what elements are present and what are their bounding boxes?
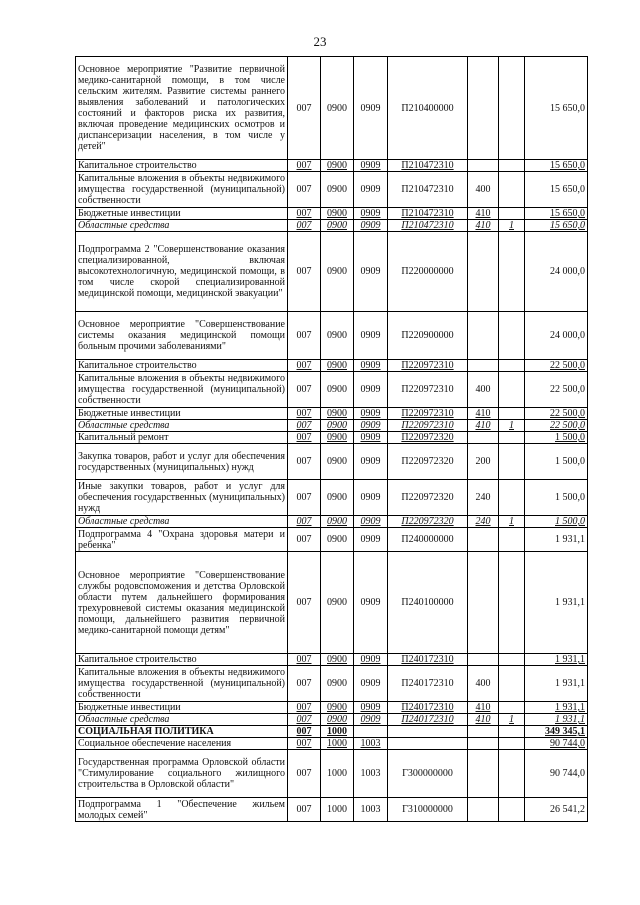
col-amount: 1 500,0 xyxy=(525,480,588,516)
col-subsection: 0909 xyxy=(354,57,388,160)
col-amount: 1 500,0 xyxy=(525,444,588,480)
col-section: 0900 xyxy=(321,654,354,666)
col-amount: 1 500,0 xyxy=(525,516,588,528)
col-section: 0900 xyxy=(321,420,354,432)
col-source xyxy=(499,480,525,516)
col-section: 0900 xyxy=(321,408,354,420)
col-amount: 24 000,0 xyxy=(525,232,588,312)
col-target: П210472310 xyxy=(388,208,468,220)
col-target: П240000000 xyxy=(388,528,468,552)
col-source xyxy=(499,750,525,798)
col-source xyxy=(499,372,525,408)
col-source xyxy=(499,408,525,420)
col-section: 0900 xyxy=(321,552,354,654)
col-expense-type: 410 xyxy=(468,702,499,714)
col-grbs: 007 xyxy=(288,57,321,160)
col-expense-type: 410 xyxy=(468,420,499,432)
col-source xyxy=(499,702,525,714)
col-section: 0900 xyxy=(321,480,354,516)
col-expense-type xyxy=(468,232,499,312)
col-section: 1000 xyxy=(321,750,354,798)
col-grbs: 007 xyxy=(288,654,321,666)
col-subsection: 1003 xyxy=(354,798,388,822)
col-source xyxy=(499,312,525,360)
col-expense-type xyxy=(468,360,499,372)
row-name: Государственная программа Орловской области "Стимулирование социального жилищного строительства в Орловской области" xyxy=(76,750,288,798)
col-subsection: 0909 xyxy=(354,714,388,726)
row-name: Подпрограмма 2 "Совершенствование оказания специализированной, включая высокотехнологичную, медицинской помощи, в том числе скорой специализированной медицинской помощи, медицинской эвакуации" xyxy=(76,232,288,312)
col-target: П240172310 xyxy=(388,714,468,726)
col-expense-type xyxy=(468,160,499,172)
col-amount: 22 500,0 xyxy=(525,420,588,432)
col-section: 0900 xyxy=(321,666,354,702)
row-name: Областные средства xyxy=(76,420,288,432)
col-amount: 26 541,2 xyxy=(525,798,588,822)
col-source: 1 xyxy=(499,220,525,232)
col-expense-type xyxy=(468,654,499,666)
col-expense-type: 410 xyxy=(468,220,499,232)
col-grbs: 007 xyxy=(288,750,321,798)
col-source xyxy=(499,528,525,552)
row-name: Основное мероприятие "Совершенствование системы оказания медицинской помощи больным прочими заболеваниями" xyxy=(76,312,288,360)
col-target: П220972320 xyxy=(388,480,468,516)
col-source: 1 xyxy=(499,516,525,528)
col-amount: 22 500,0 xyxy=(525,408,588,420)
col-subsection: 0909 xyxy=(354,172,388,208)
row-name: Областные средства xyxy=(76,516,288,528)
col-grbs: 007 xyxy=(288,798,321,822)
col-target xyxy=(388,738,468,750)
col-subsection: 0909 xyxy=(354,552,388,654)
col-section: 0900 xyxy=(321,160,354,172)
col-section: 0900 xyxy=(321,57,354,160)
col-subsection: 0909 xyxy=(354,432,388,444)
col-target: П220972320 xyxy=(388,444,468,480)
col-section: 0900 xyxy=(321,208,354,220)
col-section: 0900 xyxy=(321,232,354,312)
col-source xyxy=(499,160,525,172)
row-name: СОЦИАЛЬНАЯ ПОЛИТИКА xyxy=(76,726,288,738)
row-name: Социальное обеспечение населения xyxy=(76,738,288,750)
col-source: 1 xyxy=(499,420,525,432)
col-grbs: 007 xyxy=(288,528,321,552)
col-subsection: 0909 xyxy=(354,360,388,372)
col-amount: 1 500,0 xyxy=(525,432,588,444)
col-subsection: 0909 xyxy=(354,232,388,312)
col-section: 0900 xyxy=(321,372,354,408)
col-amount: 15 650,0 xyxy=(525,220,588,232)
col-target: Г310000000 xyxy=(388,798,468,822)
row-name: Подпрограмма 1 "Обеспечение жильем молодых семей" xyxy=(76,798,288,822)
row-name: Капитальное строительство xyxy=(76,654,288,666)
table-row xyxy=(76,798,588,822)
col-expense-type: 240 xyxy=(468,516,499,528)
col-target xyxy=(388,726,468,738)
col-subsection: 0909 xyxy=(354,420,388,432)
col-source xyxy=(499,232,525,312)
col-grbs: 007 xyxy=(288,444,321,480)
row-name: Капитальные вложения в объекты недвижимого имущества государственной (муниципальной) собственности xyxy=(76,372,288,408)
col-expense-type xyxy=(468,726,499,738)
col-amount: 1 931,1 xyxy=(525,702,588,714)
col-amount: 15 650,0 xyxy=(525,172,588,208)
table-row xyxy=(76,702,588,714)
row-name: Закупка товаров, работ и услуг для обеспечения государственных (муниципальных) нужд xyxy=(76,444,288,480)
col-source xyxy=(499,432,525,444)
col-subsection: 0909 xyxy=(354,480,388,516)
col-amount: 1 931,1 xyxy=(525,654,588,666)
col-subsection: 0909 xyxy=(354,702,388,714)
col-grbs: 007 xyxy=(288,372,321,408)
budget-table xyxy=(75,56,588,822)
col-expense-type xyxy=(468,738,499,750)
table-row xyxy=(76,738,588,750)
col-amount: 22 500,0 xyxy=(525,360,588,372)
col-target: П240100000 xyxy=(388,552,468,654)
col-expense-type xyxy=(468,798,499,822)
col-section: 0900 xyxy=(321,702,354,714)
col-section: 0900 xyxy=(321,444,354,480)
row-name: Основное мероприятие "Развитие первичной медико-санитарной помощи, в том числе сельским жителям. Развитие системы раннего выявления заболеваний и патологических состояний и факторов риска их развития, включая проведение медицинских осмотров и диспансеризации населения, в том числе у детей" xyxy=(76,57,288,160)
col-source xyxy=(499,444,525,480)
col-source xyxy=(499,57,525,160)
col-grbs: 007 xyxy=(288,480,321,516)
col-grbs: 007 xyxy=(288,666,321,702)
col-grbs: 007 xyxy=(288,232,321,312)
col-source xyxy=(499,726,525,738)
table-row xyxy=(76,516,588,528)
col-target: П220000000 xyxy=(388,232,468,312)
col-target: П240172310 xyxy=(388,654,468,666)
row-name: Бюджетные инвестиции xyxy=(76,408,288,420)
col-subsection: 1003 xyxy=(354,750,388,798)
col-source xyxy=(499,208,525,220)
col-expense-type: 410 xyxy=(468,208,499,220)
col-grbs: 007 xyxy=(288,714,321,726)
row-name: Капитальные вложения в объекты недвижимого имущества государственной (муниципальной) собственности xyxy=(76,172,288,208)
col-target: П220972310 xyxy=(388,372,468,408)
col-source xyxy=(499,654,525,666)
row-name: Иные закупки товаров, работ и услуг для обеспечения государственных (муниципальных) нужд xyxy=(76,480,288,516)
col-amount: 1 931,1 xyxy=(525,528,588,552)
table-row xyxy=(76,220,588,232)
col-amount: 15 650,0 xyxy=(525,160,588,172)
col-target: П220972310 xyxy=(388,360,468,372)
col-subsection: 1003 xyxy=(354,738,388,750)
col-source: 1 xyxy=(499,714,525,726)
col-section: 0900 xyxy=(321,312,354,360)
col-source xyxy=(499,552,525,654)
col-expense-type: 400 xyxy=(468,666,499,702)
col-source xyxy=(499,666,525,702)
table-row xyxy=(76,57,588,160)
col-subsection: 0909 xyxy=(354,220,388,232)
col-subsection: 0909 xyxy=(354,666,388,702)
col-subsection: 0909 xyxy=(354,160,388,172)
col-expense-type xyxy=(468,528,499,552)
table-row xyxy=(76,552,588,654)
col-subsection: 0909 xyxy=(354,528,388,552)
col-target: П220972310 xyxy=(388,408,468,420)
row-name: Капитальные вложения в объекты недвижимого имущества государственной (муниципальной) собственности xyxy=(76,666,288,702)
col-section: 0900 xyxy=(321,432,354,444)
table-row xyxy=(76,750,588,798)
col-grbs: 007 xyxy=(288,738,321,750)
col-target: П220900000 xyxy=(388,312,468,360)
col-section: 1000 xyxy=(321,726,354,738)
col-amount: 90 744,0 xyxy=(525,738,588,750)
table-row xyxy=(76,726,588,738)
col-target: Г300000000 xyxy=(388,750,468,798)
col-expense-type xyxy=(468,312,499,360)
col-grbs: 007 xyxy=(288,160,321,172)
col-section: 0900 xyxy=(321,172,354,208)
col-amount: 22 500,0 xyxy=(525,372,588,408)
col-amount: 15 650,0 xyxy=(525,57,588,160)
col-grbs: 007 xyxy=(288,408,321,420)
col-grbs: 007 xyxy=(288,208,321,220)
table-row xyxy=(76,432,588,444)
col-source xyxy=(499,738,525,750)
col-expense-type xyxy=(468,552,499,654)
table-row xyxy=(76,160,588,172)
col-expense-type xyxy=(468,432,499,444)
col-section: 0900 xyxy=(321,516,354,528)
row-name: Областные средства xyxy=(76,220,288,232)
col-source xyxy=(499,172,525,208)
col-subsection xyxy=(354,726,388,738)
col-section: 0900 xyxy=(321,220,354,232)
col-grbs: 007 xyxy=(288,420,321,432)
table-row xyxy=(76,232,588,312)
col-target: П220972320 xyxy=(388,516,468,528)
row-name: Капитальное строительство xyxy=(76,160,288,172)
row-name: Капитальный ремонт xyxy=(76,432,288,444)
col-amount: 1 931,1 xyxy=(525,714,588,726)
table-row xyxy=(76,654,588,666)
table-row xyxy=(76,408,588,420)
col-amount: 1 931,1 xyxy=(525,552,588,654)
table-row xyxy=(76,480,588,516)
row-name: Основное мероприятие "Совершенствование службы родовспоможения и детства Орловской области путем дальнейшего формирования трехуровневой системы оказания медицинской помощи, дальнейшего развития первичной медико-санитарной помощи детям" xyxy=(76,552,288,654)
col-grbs: 007 xyxy=(288,360,321,372)
table-row xyxy=(76,208,588,220)
col-target: П210400000 xyxy=(388,57,468,160)
col-subsection: 0909 xyxy=(354,208,388,220)
col-expense-type xyxy=(468,750,499,798)
col-amount: 1 931,1 xyxy=(525,666,588,702)
row-name: Бюджетные инвестиции xyxy=(76,208,288,220)
col-amount: 90 744,0 xyxy=(525,750,588,798)
row-name: Бюджетные инвестиции xyxy=(76,702,288,714)
col-grbs: 007 xyxy=(288,552,321,654)
col-expense-type: 400 xyxy=(468,372,499,408)
table-row xyxy=(76,372,588,408)
col-expense-type: 410 xyxy=(468,714,499,726)
table-row xyxy=(76,360,588,372)
col-amount: 15 650,0 xyxy=(525,208,588,220)
col-expense-type: 410 xyxy=(468,408,499,420)
col-target: П240172310 xyxy=(388,666,468,702)
col-grbs: 007 xyxy=(288,702,321,714)
col-grbs: 007 xyxy=(288,432,321,444)
col-expense-type: 240 xyxy=(468,480,499,516)
col-source xyxy=(499,798,525,822)
col-target: П240172310 xyxy=(388,702,468,714)
col-target: П210472310 xyxy=(388,160,468,172)
table-row xyxy=(76,666,588,702)
col-target: П210472310 xyxy=(388,220,468,232)
table-row xyxy=(76,528,588,552)
table-row xyxy=(76,172,588,208)
col-subsection: 0909 xyxy=(354,408,388,420)
row-name: Подпрограмма 4 "Охрана здоровья матери и ребенка" xyxy=(76,528,288,552)
table-row xyxy=(76,312,588,360)
col-subsection: 0909 xyxy=(354,312,388,360)
col-expense-type: 400 xyxy=(468,172,499,208)
table-row xyxy=(76,420,588,432)
col-section: 1000 xyxy=(321,798,354,822)
col-amount: 24 000,0 xyxy=(525,312,588,360)
col-section: 0900 xyxy=(321,714,354,726)
table-row xyxy=(76,714,588,726)
col-subsection: 0909 xyxy=(354,654,388,666)
col-grbs: 007 xyxy=(288,516,321,528)
col-expense-type: 200 xyxy=(468,444,499,480)
col-section: 0900 xyxy=(321,528,354,552)
col-section: 0900 xyxy=(321,360,354,372)
table-row xyxy=(76,444,588,480)
col-subsection: 0909 xyxy=(354,516,388,528)
col-target: П220972310 xyxy=(388,420,468,432)
col-subsection: 0909 xyxy=(354,372,388,408)
col-grbs: 007 xyxy=(288,726,321,738)
page-number: 23 xyxy=(313,34,327,49)
col-expense-type xyxy=(468,57,499,160)
row-name: Областные средства xyxy=(76,714,288,726)
col-amount: 349 345,1 xyxy=(525,726,588,738)
col-grbs: 007 xyxy=(288,220,321,232)
col-target: П210472310 xyxy=(388,172,468,208)
col-source xyxy=(499,360,525,372)
col-section: 1000 xyxy=(321,738,354,750)
row-name: Капитальное строительство xyxy=(76,360,288,372)
col-grbs: 007 xyxy=(288,172,321,208)
col-target: П220972320 xyxy=(388,432,468,444)
col-grbs: 007 xyxy=(288,312,321,360)
col-subsection: 0909 xyxy=(354,444,388,480)
